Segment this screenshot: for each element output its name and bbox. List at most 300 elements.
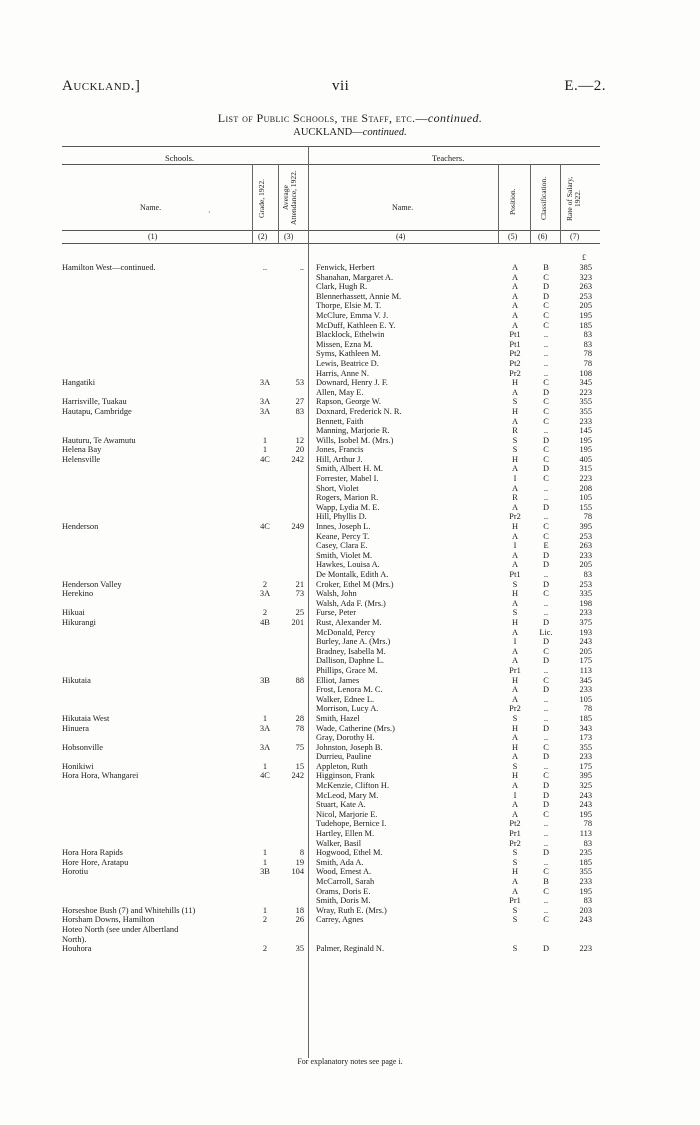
table-row [0,273,700,283]
classification-cell: .. [543,339,549,349]
salary-cell: 355 [579,867,592,877]
table-row [0,724,700,734]
teacher-name-cell: Stuart, Kate A. [316,800,366,810]
classification-cell: Lic. [539,627,553,637]
classification-cell: C [543,742,549,752]
position-cell: A [511,387,519,397]
salary-cell: 205 [579,646,592,656]
table-row [0,551,700,561]
salary-cell: 395 [579,522,592,532]
teacher-name-cell: Morrison, Lucy A. [316,704,379,714]
salary-cell: 253 [579,291,592,301]
table-title-italic: continued. [427,111,483,125]
classification-cell: .. [543,426,549,436]
classification-cell: .. [543,368,549,378]
school-name-cell: Harrisville, Tuakau [62,397,127,407]
school-name-cell: Hikutaia West [62,713,110,723]
position-cell: H [511,867,519,877]
teacher-name-cell: Innes, Joseph L. [316,522,371,532]
teacher-name-cell: Smith, Ada A. [316,857,364,867]
table-row [0,484,700,494]
salary-cell: 83 [583,570,592,579]
table-row [0,426,700,436]
table-row [0,628,700,638]
table-row [0,733,700,743]
teacher-name-cell: Keane, Percy T. [316,531,370,541]
position-cell: A [511,627,519,637]
report-code: E.—2. [564,78,606,94]
teacher-name-cell: Doxnard, Frederick N. R. [316,406,402,416]
grade-cell: 2 [262,579,268,589]
teacher-name-cell: Walsh, Ada F. (Mrs.) [316,598,386,608]
teacher-name-cell: Thorpe, Elsie M. T. [316,301,382,311]
teacher-name-cell: Smith, Albert H. M. [316,464,384,474]
teacher-name-cell: McLeod, Mary M. [316,790,379,800]
classification-cell: D [542,685,550,695]
classification-cell: .. [543,512,549,522]
salary-cell: 185 [579,713,592,723]
position-cell: Pr2 [509,838,521,848]
classification-cell: D [542,790,550,800]
salary-cell: 175 [579,761,592,771]
teacher-name-cell: Bradney, Isabella M. [316,646,386,656]
position-cell: I [513,474,517,484]
table-row [0,464,700,474]
grade-cell: 3A [259,723,271,733]
teacher-name-cell: Smith, Violet M. [316,550,373,560]
position-cell: A [511,781,519,791]
teacher-name-cell: Furse, Peter [316,608,357,618]
classification-cell: D [542,560,550,570]
classification-cell: C [543,646,549,656]
attendance-cell: 19 [295,857,304,867]
classification-cell: C [543,675,549,685]
salary-cell: 175 [579,656,592,666]
position-cell: I [513,541,517,551]
salary-cell: 233 [579,608,592,618]
position-cell: A [511,531,519,541]
classification-cell: E [543,541,549,551]
teacher-name-cell: Blennerhassett, Annie M. [316,291,402,301]
table-row [0,407,700,417]
grade-cell: 3B [260,675,270,685]
teacher-name-cell: Croker, Ethel M (Mrs.) [316,579,394,589]
table-row [0,301,700,311]
table-row [0,378,700,388]
school-name-header: Name. [140,203,162,212]
column-number-rule [62,243,600,244]
classification-cell: D [542,435,550,445]
classification-cell: .. [543,349,549,359]
school-name-cell: Hore Hore, Aratapu [62,857,129,867]
attendance-cell: 28 [295,713,304,723]
position-cell: A [511,301,519,311]
teacher-name-cell: Elliot, James [316,675,360,685]
school-name-cell: Hauturu, Te Awamutu [62,435,136,445]
classification-cell: C [543,915,549,925]
salary-cell: 78 [583,704,592,714]
grade-cell: 1 [262,761,268,771]
teacher-name-cell: Johnston, Joseph B. [316,742,383,752]
teacher-name-cell: Frost, Lenora M. C. [316,685,383,695]
classification-cell: .. [543,694,549,704]
classification-cell: .. [543,608,549,618]
table-row [0,714,700,724]
position-cell: Pt2 [509,349,521,359]
table-row [0,474,700,484]
teacher-name-cell: Shanahan, Margaret A. [316,272,394,282]
position-cell: A [511,550,519,560]
salary-cell: 145 [579,426,592,436]
table-row [0,915,700,925]
salary-cell: 173 [579,733,592,743]
classification-cell: D [542,502,550,512]
salary-cell: 78 [583,512,592,522]
grade-header: Grade, 1922. [257,179,266,219]
classification-cell: .. [543,829,549,839]
classification-cell: D [542,464,550,474]
teacher-name-cell: Nicol, Marjorie E. [316,809,378,819]
position-cell: A [511,291,519,301]
grade-cell: 4C [260,771,270,781]
salary-cell: 203 [579,905,592,915]
position-cell: A [511,733,519,743]
salary-cell: 113 [579,665,592,675]
position-cell: Pt2 [509,819,521,829]
position-cell: H [511,454,519,464]
table-row [0,359,700,369]
table-row [0,570,700,580]
grade-cell: 3A [259,589,271,599]
position-cell: H [511,771,519,781]
teacher-name-cell: Rogers, Marion R. [316,493,379,503]
grade-cell: 3A [259,742,271,752]
position-cell: A [511,320,519,330]
table-title [0,111,700,126]
footnote: For explanatory notes see page i. [297,1057,403,1066]
position-cell: A [511,646,519,656]
table-row [0,752,700,762]
salary-cell: 185 [579,320,592,330]
table-row [0,599,700,609]
classification-cell: C [543,589,549,599]
table-row [0,445,700,455]
teacher-name-cell: Clark, Hugh R. [316,282,368,292]
school-name-cell: Helensville [62,454,101,464]
school-name-cell: North). [62,934,87,944]
table-row [0,800,700,810]
table-row [0,589,700,599]
teacher-name-cell: Fenwick, Herbert [316,263,375,272]
salary-cell: 223 [579,944,592,954]
salary-cell: 223 [579,387,592,397]
classification-cell: B [543,263,549,272]
position-cell: Pr2 [509,704,521,714]
teacher-name-cell: Syms, Kathleen M. [316,349,381,359]
table-row [0,906,700,916]
salary-cell: 83 [583,896,592,906]
teacher-name-cell: Appleton, Ruth [316,761,368,771]
salary-cell: 375 [579,617,592,627]
classification-cell: C [543,378,549,388]
teacher-name-cell: Higginson, Frank [316,771,375,781]
salary-cell: 325 [579,781,592,791]
column-number-5: (5) [508,232,518,241]
position-cell: R [512,493,518,503]
page-number-roman: vii [332,78,350,94]
classification-cell: D [542,291,550,301]
table-row [0,436,700,446]
position-cell: Pr1 [509,665,521,675]
salary-cell: 243 [579,800,592,810]
position-cell: H [511,589,519,599]
teacher-name-cell: Harris, Anne N. [316,368,370,378]
table-row [0,330,700,340]
attendance-cell: 15 [295,761,304,771]
table-row [0,676,700,686]
classification-cell: .. [543,838,549,848]
position-cell: Pr1 [509,829,521,839]
grade-cell: 1 [262,713,268,723]
table-row [0,829,700,839]
salary-cell: 205 [579,560,592,570]
position-cell: S [512,445,518,455]
currency-symbol: £ [582,253,586,262]
position-cell: S [512,579,518,589]
position-cell: H [511,675,519,685]
running-header-left: Auckland.] [62,78,141,94]
position-cell: H [511,406,519,416]
grade-cell: 2 [262,944,268,954]
table-row [0,637,700,647]
classification-cell: .. [543,761,549,771]
salary-cell: 83 [583,838,592,848]
salary-cell: 113 [579,829,592,839]
teacher-name-cell: Carrey, Agnes [316,915,364,925]
teacher-name-cell: Wood, Ernest A. [316,867,372,877]
teacher-name-header: Name. [392,203,414,212]
grade-cell: 4B [260,617,270,627]
salary-cell: 155 [579,502,592,512]
attendance-cell: 73 [295,589,304,599]
table-row [0,263,700,273]
classification-cell: .. [543,483,549,493]
classification-cell: C [543,867,549,877]
salary-cell: 198 [579,598,592,608]
teacher-name-cell: Wade, Catherine (Mrs.) [316,723,395,733]
position-cell: A [511,694,519,704]
position-cell: A [511,685,519,695]
teacher-name-cell: Dallison, Daphne L. [316,656,384,666]
salary-cell: 243 [579,637,592,647]
table-row [0,503,700,513]
school-name-cell: Hora Hora Rapids [62,848,123,858]
teacher-name-cell: Rapson, George W. [316,397,381,407]
school-name-cell: Hikurangi [62,617,96,627]
classification-cell: .. [543,896,549,906]
table-row [0,810,700,820]
attendance-cell: .. [299,263,304,272]
salary-header: Rate of Salary, 1922. [565,176,582,222]
teacher-name-cell: Durrieu, Pauline [316,752,372,762]
position-cell: H [511,522,519,532]
teacher-name-cell: Wapp, Lydia M. E. [316,502,380,512]
attendance-cell: 75 [295,742,304,752]
attendance-cell: 201 [291,617,304,627]
column-number-2: (2) [258,232,268,241]
classification-cell: C [543,886,549,896]
table-row [0,493,700,503]
position-cell: S [512,857,518,867]
school-name-cell: Hikuai [62,608,85,618]
teacher-name-cell: Wray, Ruth E. (Mrs.) [316,905,387,915]
position-cell: A [511,263,519,272]
school-name-cell: Henderson Valley [62,579,122,589]
classification-cell: C [543,406,549,416]
salary-cell: 195 [579,445,592,455]
classification-header: Classification. [539,176,548,220]
position-cell: Pr2 [509,512,521,522]
salary-cell: 185 [579,857,592,867]
school-name-cell: Hamilton West—continued. [62,263,156,272]
table-row [0,781,700,791]
table-row [0,560,700,570]
salary-cell: 205 [579,301,592,311]
position-cell: Pt1 [509,330,521,340]
salary-cell: 263 [579,541,592,551]
salary-cell: 223 [579,474,592,484]
table-row [0,896,700,906]
table-row [0,608,700,618]
classification-cell: C [543,445,549,455]
school-name-cell: Horsham Downs, Hamilton [62,915,155,925]
table-row [0,512,700,522]
position-cell: R [512,426,518,436]
classification-cell: D [542,387,550,397]
position-cell: A [511,886,519,896]
staff-table-body [0,263,700,954]
attendance-cell: 88 [295,675,304,685]
classification-cell: C [543,474,549,484]
salary-cell: 233 [579,416,592,426]
grade-cell: 4C [260,522,270,532]
grade-cell: 3A [259,378,271,388]
salary-cell: 195 [579,809,592,819]
position-cell: A [511,282,519,292]
column-number-1: (1) [148,232,158,241]
classification-cell: D [542,550,550,560]
position-cell: I [513,790,517,800]
table-row [0,369,700,379]
classification-cell: C [543,310,549,320]
table-row [0,858,700,868]
salary-cell: 243 [579,790,592,800]
teacher-name-cell: McDuff, Kathleen E. Y. [316,320,396,330]
divider-class-salary [560,164,561,244]
school-name-cell: Hora Hora, Whangarei [62,771,139,781]
classification-cell: D [542,656,550,666]
classification-cell: .. [543,493,549,503]
position-cell: S [512,608,518,618]
salary-cell: 195 [579,310,592,320]
school-name-cell: Horotiu [62,867,89,877]
table-top-rule [62,146,600,147]
attendance-cell: 12 [295,435,304,445]
school-name-cell: Hangatiki [62,378,96,388]
table-row [0,282,700,292]
school-name-cell: Hikutaia [62,675,91,685]
position-cell: S [512,905,518,915]
classification-cell: C [543,809,549,819]
classification-cell: D [542,637,550,647]
school-name-cell: Helena Bay [62,445,102,455]
district-subtitle-italic: continued. [362,127,407,138]
salary-cell: 83 [583,330,592,340]
position-cell: H [511,617,519,627]
salary-cell: 345 [579,378,592,388]
attendance-header: Average Attendance, 1922. [281,170,298,226]
classification-cell: .. [543,733,549,743]
position-cell: Pr2 [509,368,521,378]
teacher-name-cell: Allen, May E. [316,387,364,397]
table-row [0,292,700,302]
salary-cell: 78 [583,358,592,368]
teacher-name-cell: De Montalk, Edith A. [316,570,389,579]
teacher-name-cell: Hill, Phyllis D. [316,512,367,522]
teacher-name-cell: Lewis, Beatrice D. [316,358,379,368]
salary-cell: 253 [579,579,592,589]
teacher-name-cell: Jones, Francis [316,445,364,455]
position-cell: S [512,915,518,925]
salary-cell: 355 [579,742,592,752]
attendance-cell: 242 [291,454,304,464]
table-row [0,925,700,935]
classification-cell: .. [543,665,549,675]
teacher-name-cell: Hill, Arthur J. [316,454,363,464]
salary-cell: 208 [579,483,592,493]
schools-group-header: Schools. [165,153,195,163]
salary-cell: 233 [579,877,592,886]
salary-cell: 233 [579,550,592,560]
teacher-name-cell: Manning, Marjorie R. [316,426,390,436]
school-name-cell: Hobsonville [62,742,103,752]
classification-cell: .. [543,570,549,579]
position-cell: Pr1 [509,896,521,906]
table-row [0,887,700,897]
table-row [0,656,700,666]
attendance-cell: 20 [295,445,304,455]
salary-cell: 108 [579,368,592,378]
position-cell: A [511,464,519,474]
table-row [0,647,700,657]
position-cell: S [512,435,518,445]
column-header-rule [62,230,600,231]
salary-cell: 355 [579,406,592,416]
position-cell: A [511,656,519,666]
teacher-name-cell: Smith, Doris M. [316,896,371,906]
position-cell: H [511,742,519,752]
teacher-name-cell: McCarroll, Sarah [316,877,375,886]
position-cell: A [511,272,519,282]
classification-cell: D [542,579,550,589]
divider-grade-attendance [278,164,279,244]
salary-cell: 385 [579,263,592,272]
table-row [0,455,700,465]
classification-cell: D [542,800,550,810]
table-row [0,839,700,849]
attendance-cell: 18 [295,905,304,915]
position-cell: A [511,809,519,819]
